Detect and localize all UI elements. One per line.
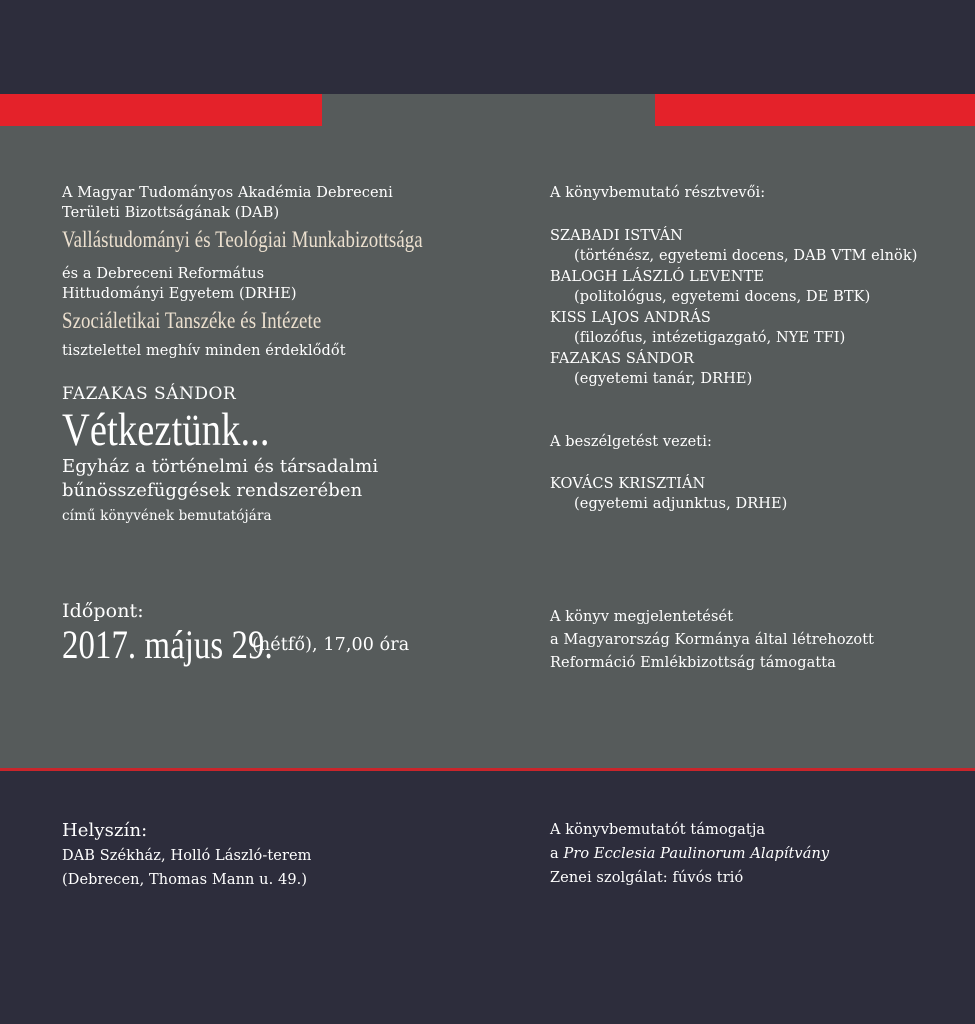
and-line-2: Hittudományi Egyetem (DRHE): [62, 286, 297, 302]
event-date: 2017. május 29.: [62, 622, 273, 667]
venue-line-2: (Debrecen, Thomas Mann u. 49.): [62, 872, 308, 888]
committee-name: Vallástudományi és Teológiai Munkabizottsága: [62, 227, 423, 252]
participant-role-4: (egyetemi tanár, DRHE): [574, 371, 753, 387]
support-line-2: a Magyarország Kormánya által létrehozott: [550, 632, 875, 648]
department-name: Szociáletikai Tanszéke és Intézete: [62, 308, 322, 333]
venue-label: Helyszín:: [62, 820, 148, 841]
sponsor-prefix: a: [550, 846, 559, 862]
music-line: Zenei szolgálat: fúvós trió: [550, 870, 744, 886]
sponsor-line-2: [550, 844, 829, 864]
participant-role-3: (filozófus, intézetigazgató, NYE TFI): [574, 330, 846, 346]
support-line-1: A könyv megjelentetését: [550, 609, 734, 625]
book-note: című könyvének bemutatójára: [62, 508, 272, 524]
participants-heading: A könyvbemutató résztvevői:: [550, 185, 766, 201]
sponsor-line-1: A könyvbemutatót támogatja: [550, 822, 766, 838]
moderator-role: (egyetemi adjunktus, DRHE): [574, 496, 788, 512]
participant-name-3: KISS LAJOS ANDRÁS: [550, 310, 711, 326]
support-line-3: Reformáció Emlékbizottság támogatta: [550, 655, 836, 671]
red-divider-line: [0, 768, 975, 771]
red-accent-bar-right: [655, 94, 975, 126]
book-subtitle-line-2: bűnösszefüggések rendszerében: [62, 480, 363, 501]
moderator-name: KOVÁCS KRISZTIÁN: [550, 476, 706, 492]
book-title: Vétkeztünk...: [62, 404, 270, 456]
and-line-1: és a Debreceni Református: [62, 266, 265, 282]
date-line: [62, 621, 409, 681]
sponsor-name: Pro Ecclesia Paulinorum Alapítvány: [563, 846, 830, 862]
book-subtitle-line-1: Egyház a történelmi és társadalmi: [62, 456, 379, 477]
red-accent-bar-left: [0, 94, 322, 126]
moderator-heading: A beszélgetést vezeti:: [550, 434, 712, 450]
invite-text: tisztelettel meghív minden érdeklődőt: [62, 343, 346, 359]
author-name: FAZAKAS SÁNDOR: [62, 384, 237, 404]
participant-role-2: (politológus, egyetemi docens, DE BTK): [574, 289, 871, 305]
participant-name-4: FAZAKAS SÁNDOR: [550, 351, 694, 367]
participant-name-1: SZABADI ISTVÁN: [550, 228, 683, 244]
time-label: Időpont:: [62, 600, 144, 622]
participant-role-1: (történész, egyetemi docens, DAB VTM elnök): [574, 248, 918, 264]
event-day-time: (hétfő), 17,00 óra: [252, 635, 410, 655]
intro-line-2: Területi Bizottságának (DAB): [62, 205, 280, 221]
venue-line-1: DAB Székház, Holló László-terem: [62, 848, 312, 864]
intro-line-1: A Magyar Tudományos Akadémia Debreceni: [62, 185, 393, 201]
participant-name-2: BALOGH LÁSZLÓ LEVENTE: [550, 269, 765, 285]
